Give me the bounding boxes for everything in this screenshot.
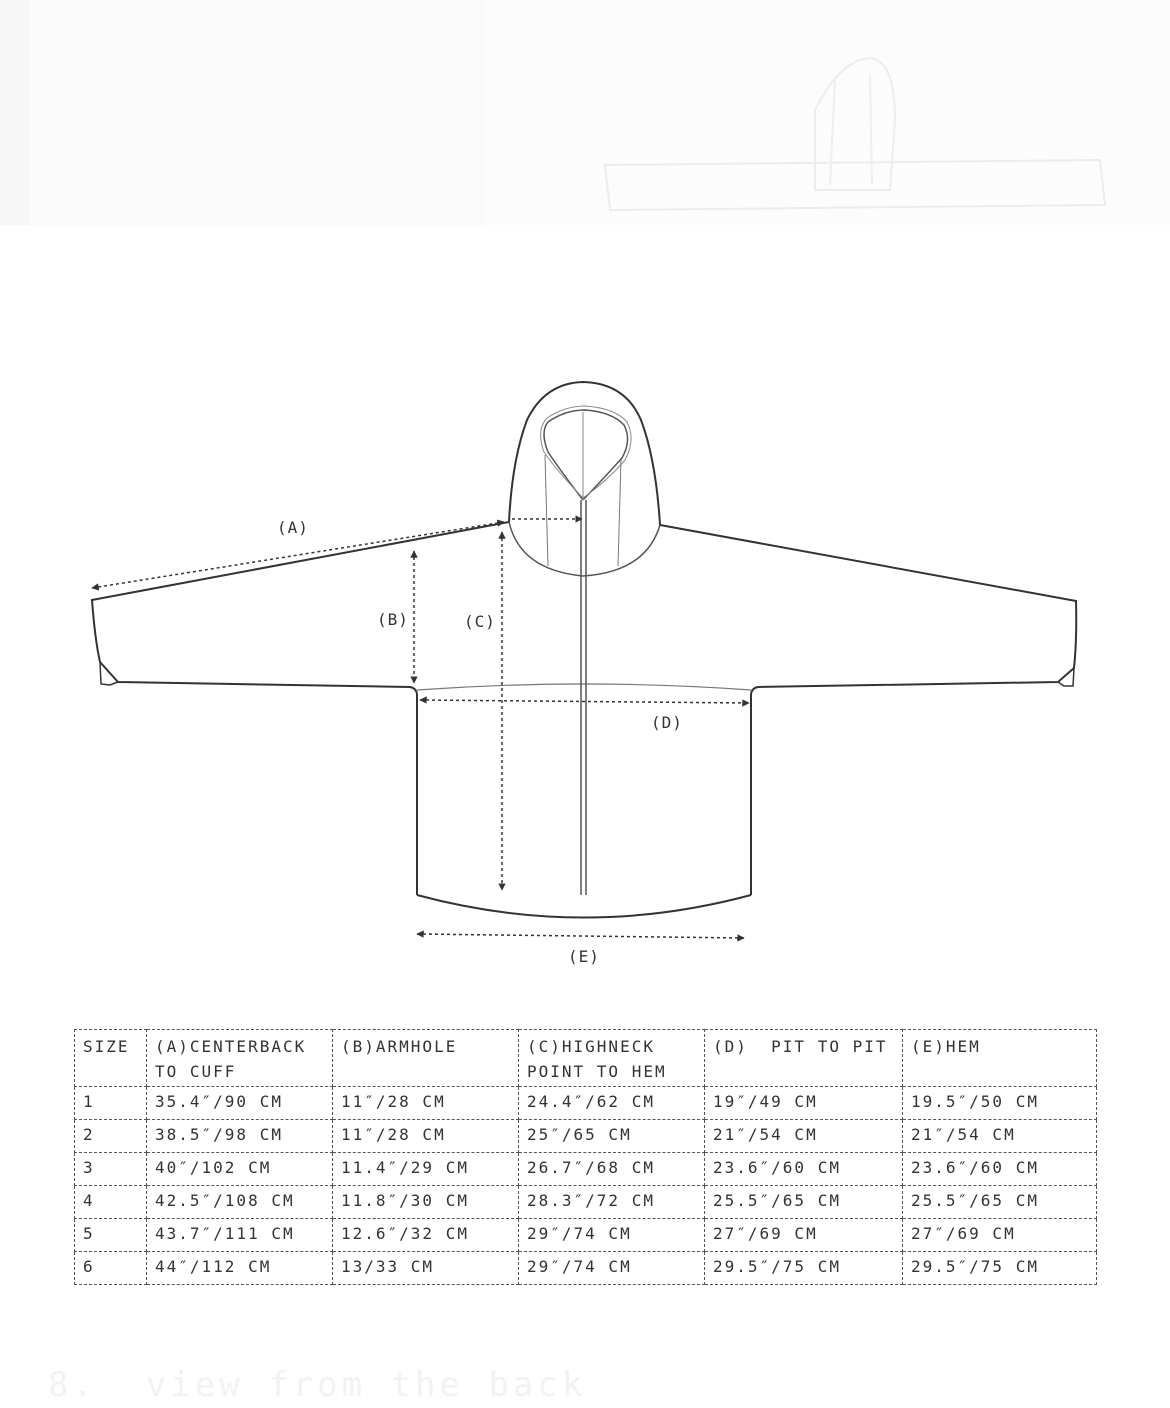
header-hem: (E)HEM <box>903 1030 1097 1087</box>
cell-armhole: 12.6″/32 CM <box>333 1219 519 1252</box>
left-sleeve-outline <box>92 522 509 694</box>
cell-pit-to-pit: 27″/69 CM <box>705 1219 903 1252</box>
header-armhole: (B)ARMHOLE <box>333 1030 519 1087</box>
table-row <box>75 1186 1097 1219</box>
cell-pit-to-pit: 29.5″/75 CM <box>705 1252 903 1285</box>
cell-highneck: 26.7″/68 CM <box>519 1153 705 1186</box>
label-b: (B) <box>377 610 409 629</box>
table-row <box>75 1219 1097 1252</box>
cell-pit-to-pit: 19″/49 CM <box>705 1087 903 1120</box>
table-header-row <box>75 1030 1097 1087</box>
cell-centerback: 44″/112 CM <box>147 1252 333 1285</box>
cell-armhole: 11″/28 CM <box>333 1120 519 1153</box>
cell-hem: 19.5″/50 CM <box>903 1087 1097 1120</box>
yoke-line <box>417 684 751 690</box>
cell-highneck: 29″/74 CM <box>519 1252 705 1285</box>
cell-size: 6 <box>75 1252 147 1285</box>
hem-outline <box>417 895 751 918</box>
cell-pit-to-pit: 21″/54 CM <box>705 1120 903 1153</box>
measure-arrow-e <box>417 934 744 938</box>
cell-hem: 29.5″/75 CM <box>903 1252 1097 1285</box>
cell-highneck: 28.3″/72 CM <box>519 1186 705 1219</box>
cell-centerback: 43.7″/111 CM <box>147 1219 333 1252</box>
cell-highneck: 25″/65 CM <box>519 1120 705 1153</box>
table-row <box>75 1252 1097 1285</box>
cell-pit-to-pit: 25.5″/65 CM <box>705 1186 903 1219</box>
right-sleeve-outline <box>660 525 1076 694</box>
cell-armhole: 11″/28 CM <box>333 1087 519 1120</box>
cell-armhole: 11.8″/30 CM <box>333 1186 519 1219</box>
hood-inner-opening <box>544 410 628 500</box>
cell-armhole: 11.4″/29 CM <box>333 1153 519 1186</box>
label-a: (A) <box>277 518 309 537</box>
hood-outline <box>509 382 660 525</box>
measure-arrow-d <box>420 700 749 703</box>
cell-highneck: 24.4″/62 CM <box>519 1087 705 1120</box>
size-chart-table <box>74 1029 1097 1285</box>
cell-centerback: 38.5″/98 CM <box>147 1120 333 1153</box>
cell-size: 2 <box>75 1120 147 1153</box>
cell-hem: 23.6″/60 CM <box>903 1153 1097 1186</box>
header-highneck: (C)HIGHNECK POINT TO HEM <box>519 1030 705 1087</box>
cell-highneck: 29″/74 CM <box>519 1219 705 1252</box>
header-pit-to-pit: (D) PIT TO PIT <box>705 1030 903 1087</box>
neckline-curve <box>509 522 660 576</box>
footer-caption: 8. view from the back <box>48 1365 587 1405</box>
label-e: (E) <box>568 947 600 966</box>
header-centerback: (A)CENTERBACK TO CUFF <box>147 1030 333 1087</box>
cell-hem: 25.5″/65 CM <box>903 1186 1097 1219</box>
cell-hem: 21″/54 CM <box>903 1120 1097 1153</box>
hood-seam-left <box>545 455 548 566</box>
label-c: (C) <box>464 612 496 631</box>
cell-size: 3 <box>75 1153 147 1186</box>
cell-centerback: 42.5″/108 CM <box>147 1186 333 1219</box>
cell-centerback: 35.4″/90 CM <box>147 1087 333 1120</box>
table-row <box>75 1120 1097 1153</box>
cell-armhole: 13/33 CM <box>333 1252 519 1285</box>
table-row <box>75 1153 1097 1186</box>
cell-size: 5 <box>75 1219 147 1252</box>
label-d: (D) <box>651 713 683 732</box>
cell-centerback: 40″/102 CM <box>147 1153 333 1186</box>
cell-size: 1 <box>75 1087 147 1120</box>
cell-hem: 27″/69 CM <box>903 1219 1097 1252</box>
table-row <box>75 1087 1097 1120</box>
cell-size: 4 <box>75 1186 147 1219</box>
cell-pit-to-pit: 23.6″/60 CM <box>705 1153 903 1186</box>
hood-seam-right <box>618 460 621 566</box>
header-size: SIZE <box>75 1030 147 1087</box>
